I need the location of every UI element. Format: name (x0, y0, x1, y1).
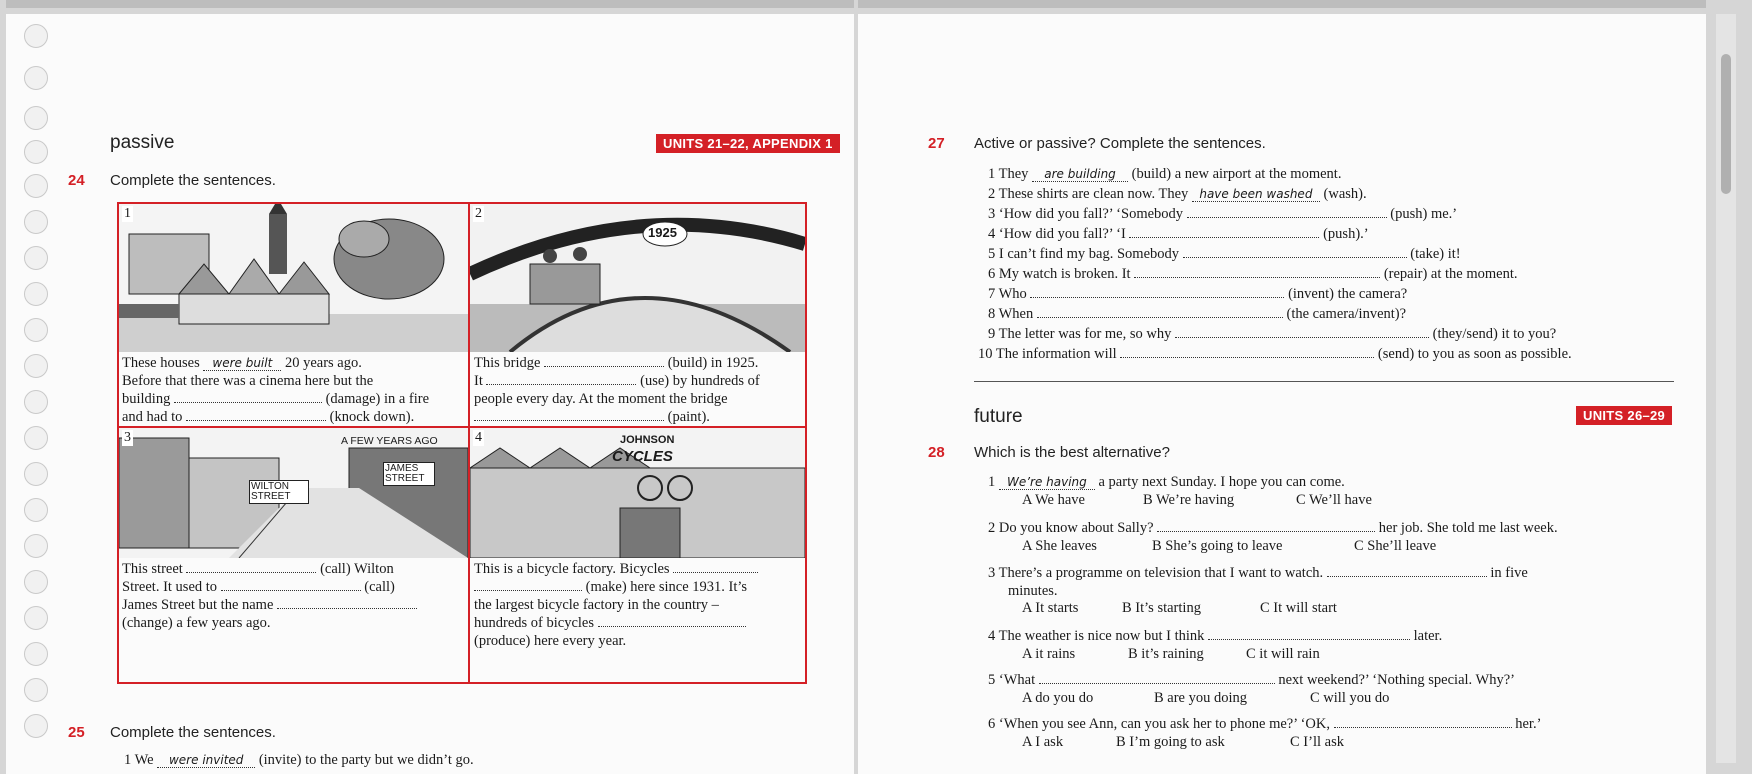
binder-hole (24, 210, 48, 234)
right-page (858, 14, 1706, 774)
text: (push).’ (1323, 226, 1369, 242)
ex27-item-5 (988, 245, 1461, 263)
ex28-question-5 (988, 671, 1515, 689)
text: This bridge (474, 355, 541, 371)
binder-hole (24, 642, 48, 666)
text: 8 When (988, 306, 1034, 322)
scrollbar-track[interactable] (1716, 14, 1736, 763)
units-badge-future: UNITS 26–29 (1576, 406, 1672, 425)
ex27-item-6 (988, 265, 1517, 283)
blank[interactable] (221, 578, 361, 591)
blank[interactable] (1157, 519, 1375, 532)
text: hundreds of bicycles (474, 615, 594, 631)
bridge-illustration (470, 204, 805, 352)
binder-hole (24, 246, 48, 270)
ex27-item-8 (988, 305, 1406, 323)
blank[interactable] (1334, 715, 1512, 728)
picture-factory (470, 428, 805, 558)
binder-hole (24, 174, 48, 198)
picture-street (119, 428, 468, 558)
exercise-24-instruction: Complete the sentences. (110, 172, 276, 189)
picture-number: 1 (124, 206, 131, 221)
ex28-question-6 (988, 715, 1541, 733)
text: (they/send) it to you? (1432, 326, 1557, 342)
binder-hole (24, 106, 48, 130)
blank[interactable] (486, 372, 636, 385)
binder-hole (24, 714, 48, 738)
picture-bridge (470, 204, 805, 352)
text: (send) to you as soon as possible. (1377, 346, 1572, 362)
blank[interactable] (186, 560, 316, 573)
cell-3-line-2 (122, 578, 395, 596)
text: (knock down). (329, 409, 415, 425)
ex28-q2-option-b[interactable]: B She’s going to leave (1152, 538, 1283, 554)
ex28-q2-option-a[interactable]: A She leaves (1022, 538, 1097, 554)
text: 4 ‘How did you fall?’ ‘I (988, 226, 1126, 242)
picture-number: 4 (475, 430, 482, 445)
text: and had to (122, 409, 183, 425)
ex28-question-2 (988, 519, 1558, 537)
ex28-q2-option-c[interactable]: C She’ll leave (1354, 538, 1437, 554)
text: 2 Do you know about Sally? (988, 520, 1154, 536)
ex28-q3-option-a[interactable]: A It starts (1022, 600, 1079, 616)
cell-4-line-4 (474, 614, 746, 632)
blank[interactable] (1208, 627, 1410, 640)
ex27-item-4 (988, 225, 1369, 243)
sign-wilton-street: WILTON STREET (249, 480, 309, 504)
binder-hole (24, 570, 48, 594)
text: This street (122, 561, 183, 577)
ex28-q4-option-a[interactable]: A it rains (1022, 646, 1076, 662)
text: It (474, 373, 483, 389)
blank[interactable] (1120, 345, 1374, 358)
text: next weekend?’ ‘Nothing special. Why?’ (1278, 672, 1515, 688)
blank[interactable] (277, 596, 417, 609)
text: (the camera/invent)? (1286, 306, 1407, 322)
blank[interactable] (1039, 671, 1275, 684)
blank[interactable] (1183, 245, 1407, 258)
cell-3-line-4: (change) a few years ago. (122, 615, 271, 631)
blank[interactable] (544, 354, 664, 367)
cell-3-line-3 (122, 596, 417, 614)
left-page-top-edge (6, 0, 854, 8)
ex27-item-2 (988, 185, 1367, 203)
text: a party next Sunday. I hope you can come. (1098, 474, 1345, 490)
ex28-q4-option-c[interactable]: C it will rain (1246, 646, 1320, 662)
binder-hole (24, 678, 48, 702)
blank[interactable] (1134, 265, 1380, 278)
binder-hole (24, 66, 48, 90)
sign-cycles: CYCLES (612, 448, 673, 465)
bridge-date-sign: 1925 (648, 225, 677, 240)
text: James Street but the name (122, 597, 274, 613)
binder-hole (24, 354, 48, 378)
houses-illustration (119, 204, 468, 352)
cell-1-line-1 (122, 354, 362, 372)
ex28-q1-option-b[interactable]: B We’re having (1143, 492, 1235, 508)
text: later. (1413, 628, 1443, 644)
ex27-item-10 (978, 345, 1572, 363)
exercise-28-instruction: Which is the best alternative? (974, 444, 1170, 461)
ex28-q3-option-c[interactable]: C It will start (1260, 600, 1337, 616)
text: in five (1490, 565, 1528, 581)
text: 5 ‘What (988, 672, 1036, 688)
picture-number: 2 (475, 206, 482, 221)
cell-4-line-5: (produce) here every year. (474, 633, 627, 649)
blank[interactable] (1327, 564, 1487, 577)
cell-4-line-3: the largest bicycle factory in the country – (474, 597, 719, 613)
ex27-item-3 (988, 205, 1457, 223)
sign-johnson: JOHNSON (620, 434, 675, 446)
text: These houses (122, 355, 200, 371)
ex27-item-1 (988, 165, 1341, 183)
units-badge: UNITS 21–22, APPENDIX 1 (656, 134, 840, 153)
section-title-passive: passive (110, 132, 175, 153)
text: 2 These shirts are clean now. They (988, 186, 1189, 202)
text: 7 Who (988, 286, 1027, 302)
right-page-top-edge (858, 0, 1706, 8)
picture-houses (119, 204, 468, 352)
text: 6 ‘When you see Ann, can you ask her to phone me?’ ‘OK, (988, 716, 1330, 732)
sign-james-street: JAMES STREET (383, 462, 435, 486)
binder-hole (24, 462, 48, 486)
text: (damage) in a fire (325, 391, 430, 407)
text: 3 ‘How did you fall?’ ‘Somebody (988, 206, 1184, 222)
binder-hole (24, 282, 48, 306)
exercise-number-27: 27 (928, 135, 945, 152)
blank[interactable] (598, 614, 746, 627)
binder-hole (24, 390, 48, 414)
text: 1 They (988, 166, 1029, 182)
ex28-q1-option-a[interactable]: A We have (1022, 492, 1085, 508)
exercise-number-24: 24 (68, 172, 85, 189)
text: (call) (364, 579, 395, 595)
text: (push) me.’ (1390, 206, 1458, 222)
cell-2-line-4 (474, 408, 710, 426)
text: 10 The information will (978, 346, 1117, 362)
binder-hole (24, 140, 48, 164)
exercise-25-item-1 (124, 751, 474, 769)
ex27-item-9 (988, 325, 1556, 343)
ex28-q5-option-c[interactable]: C will you do (1310, 690, 1390, 706)
binder-hole (24, 24, 48, 48)
cell-2-line-1 (474, 354, 758, 372)
ex28-q5-option-b[interactable]: B are you doing (1154, 690, 1248, 706)
answer: have been washed (1192, 187, 1320, 202)
section-divider (974, 381, 1674, 382)
text: (make) here since 1931. It’s (585, 579, 748, 595)
blank[interactable] (186, 408, 326, 421)
cell-2-line-2 (474, 372, 760, 390)
ex28-q3-option-b[interactable]: B It’s starting (1122, 600, 1201, 616)
exercise-number-25: 25 (68, 724, 85, 741)
text: 3 There’s a programme on television that I want to watch. (988, 565, 1324, 581)
blank[interactable] (1037, 305, 1283, 318)
ex28-q1-option-c[interactable]: C We’ll have (1296, 492, 1372, 508)
ex28-q5-option-a[interactable]: A do you do (1022, 690, 1094, 706)
ex28-question-3 (988, 564, 1528, 582)
text: 5 I can’t find my bag. Somebody (988, 246, 1180, 262)
text: (paint). (667, 409, 710, 425)
cell-4-line-2 (474, 578, 747, 596)
ex28-question-3-cont: minutes. (1008, 583, 1058, 599)
answer-were-invited: were invited (157, 753, 255, 768)
cell-1-line-2: Before that there was a cinema here but the (122, 373, 374, 389)
ex27-item-7 (988, 285, 1407, 303)
exercise-number-28: 28 (928, 444, 945, 461)
blank[interactable] (673, 560, 758, 573)
blank[interactable] (474, 408, 664, 421)
binder-hole (24, 606, 48, 630)
blank[interactable] (1030, 285, 1284, 298)
section-title-future: future (974, 406, 1023, 427)
answer-were-built: were built (203, 356, 281, 371)
binder-hole (24, 318, 48, 342)
blank[interactable] (474, 578, 582, 591)
sign-a-few-years-ago: A FEW YEARS AGO (341, 435, 438, 447)
text: (invent) the camera? (1288, 286, 1408, 302)
binder-hole (24, 498, 48, 522)
blank[interactable] (1129, 225, 1319, 238)
text: her.’ (1515, 716, 1542, 732)
text: (invite) to the party but we didn’t go. (258, 752, 474, 768)
text: Street. It used to (122, 579, 218, 595)
scrollbar-thumb[interactable] (1721, 54, 1731, 194)
cell-3-line-1 (122, 560, 394, 578)
text: 1 (988, 474, 996, 490)
answer-were-having: We’re having (999, 475, 1095, 490)
binder-hole (24, 534, 48, 558)
text: (wash). (1323, 186, 1367, 202)
exercise-25-instruction: Complete the sentences. (110, 724, 276, 741)
cell-2-line-3: people every day. At the moment the bridge (474, 391, 728, 407)
ex28-q6-option-c[interactable]: C I’ll ask (1290, 734, 1344, 750)
binder-hole (24, 426, 48, 450)
exercise-27-instruction: Active or passive? Complete the sentences. (974, 135, 1266, 152)
text: her job. She told me last week. (1378, 520, 1558, 536)
left-page (6, 14, 854, 774)
cell-1-line-3 (122, 390, 429, 408)
blank[interactable] (1175, 325, 1429, 338)
text: (repair) at the moment. (1383, 266, 1518, 282)
text: (call) Wilton (320, 561, 394, 577)
cell-1-line-4 (122, 408, 414, 426)
text: 6 My watch is broken. It (988, 266, 1131, 282)
blank[interactable] (1187, 205, 1387, 218)
answer: are building (1032, 167, 1128, 182)
text: 1 We (124, 752, 154, 768)
ex28-question-1 (988, 473, 1345, 491)
text: (take) it! (1410, 246, 1461, 262)
text: (build) a new airport at the moment. (1131, 166, 1342, 182)
text: 20 years ago. (284, 355, 362, 371)
ex28-q6-option-a[interactable]: A I ask (1022, 734, 1064, 750)
text: 9 The letter was for me, so why (988, 326, 1172, 342)
ex28-q4-option-b[interactable]: B it’s raining (1128, 646, 1204, 662)
blank[interactable] (174, 390, 322, 403)
text: building (122, 391, 171, 407)
exercise-24-grid (117, 202, 807, 684)
ex28-question-4 (988, 627, 1442, 645)
cell-4-line-1 (474, 560, 758, 578)
text: 4 The weather is nice now but I think (988, 628, 1205, 644)
ex28-q6-option-b[interactable]: B I’m going to ask (1116, 734, 1225, 750)
text: (use) by hundreds of (640, 373, 760, 389)
picture-number: 3 (124, 430, 131, 445)
text: (build) in 1925. (667, 355, 759, 371)
text: This is a bicycle factory. Bicycles (474, 561, 670, 577)
